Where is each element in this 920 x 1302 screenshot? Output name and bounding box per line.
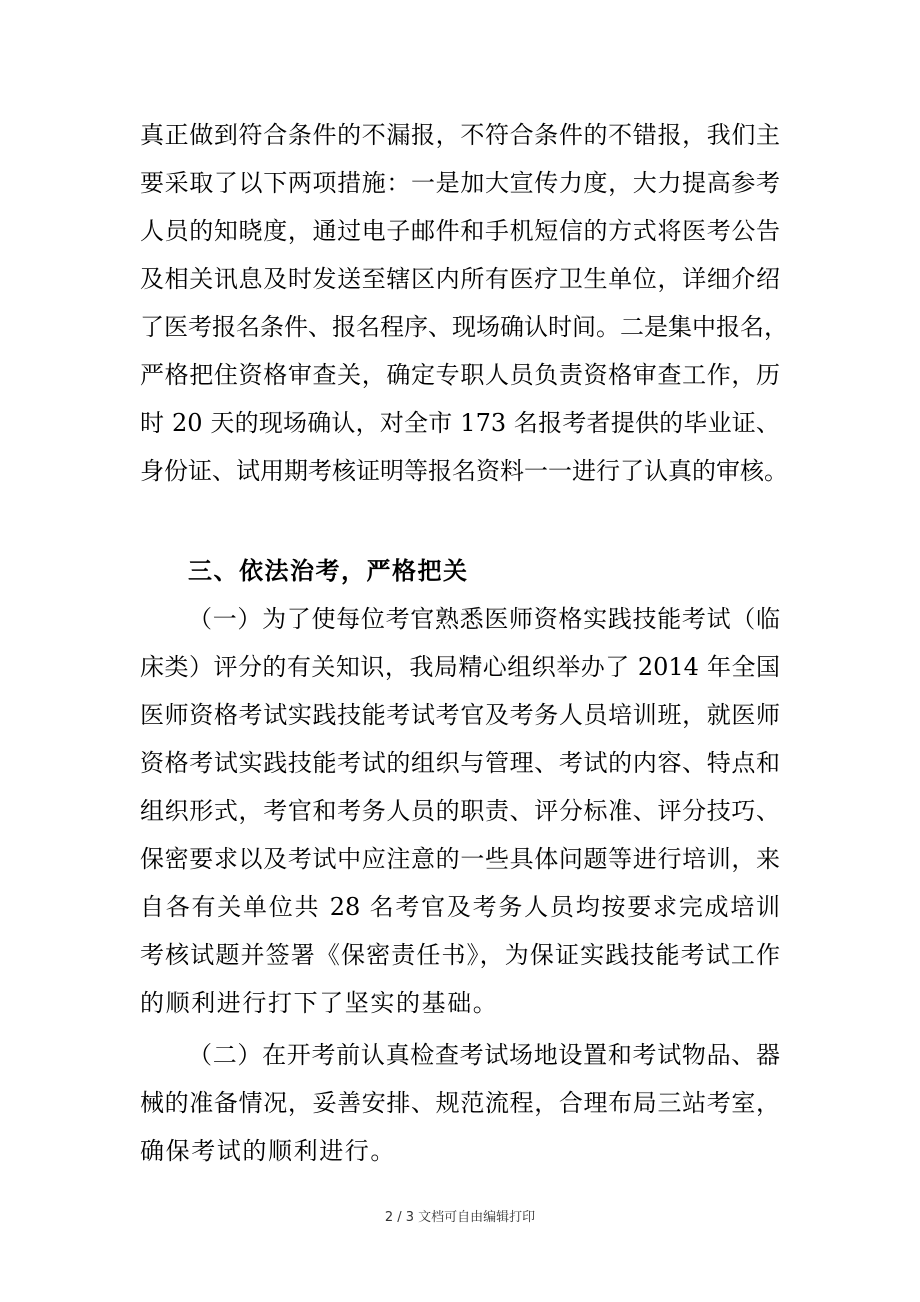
paragraph-line: 组织形式，考官和考务人员的职责、评分标准、评分技巧、	[140, 797, 780, 825]
paragraph-line: （一）为了使每位考官熟悉医师资格实践技能考试（临	[188, 605, 780, 633]
paragraph-line: 的顺利进行打下了坚实的基础。	[140, 989, 499, 1017]
paragraph-line: 械的准备情况，妥善安排、规范流程，合理布局三站考室，	[140, 1089, 780, 1117]
paragraph-line: 要采取了以下两项措施：一是加大宣传力度，大力提高参考	[140, 169, 780, 197]
paragraph-line: 严格把住资格审查关，确定专职人员负责资格审查工作，历	[140, 361, 780, 389]
paragraph-line: 保密要求以及考试中应注意的一些具体问题等进行培训，来	[140, 845, 780, 873]
paragraph-line: 人员的知晓度，通过电子邮件和手机短信的方式将医考公告	[140, 217, 780, 245]
section-heading: 三、依法治考，严格把关	[188, 557, 469, 585]
paragraph-line: 资格考试实践技能考试的组织与管理、考试的内容、特点和	[140, 749, 780, 777]
paragraph-line: （二）在开考前认真检查考试场地设置和考试物品、器	[188, 1041, 780, 1069]
paragraph-line: 身份证、试用期考核证明等报名资料一一进行了认真的审核。	[140, 457, 788, 485]
paragraph-line: 床类）评分的有关知识，我局精心组织举办了 2014 年全国	[140, 653, 780, 681]
paragraph-line: 自各有关单位共 28 名考官及考务人员均按要求完成培训	[140, 893, 780, 921]
page-footer: 2 / 3 文档可自由编辑打印	[384, 1210, 536, 1225]
paragraph-line: 医师资格考试实践技能考试考官及考务人员培训班，就医师	[140, 701, 780, 729]
paragraph-line: 真正做到符合条件的不漏报，不符合条件的不错报，我们主	[140, 121, 780, 149]
paragraph-line: 时 20 天的现场确认，对全市 173 名报考者提供的毕业证、	[140, 409, 780, 437]
paragraph-line: 考核试题并签署《保密责任书》，为保证实践技能考试工作	[140, 941, 780, 969]
paragraph-line: 确保考试的顺利进行。	[140, 1137, 396, 1165]
paragraph-line: 了医考报名条件、报名程序、现场确认时间。二是集中报名，	[140, 313, 788, 341]
paragraph-line: 及相关讯息及时发送至辖区内所有医疗卫生单位，详细介绍	[140, 265, 780, 293]
